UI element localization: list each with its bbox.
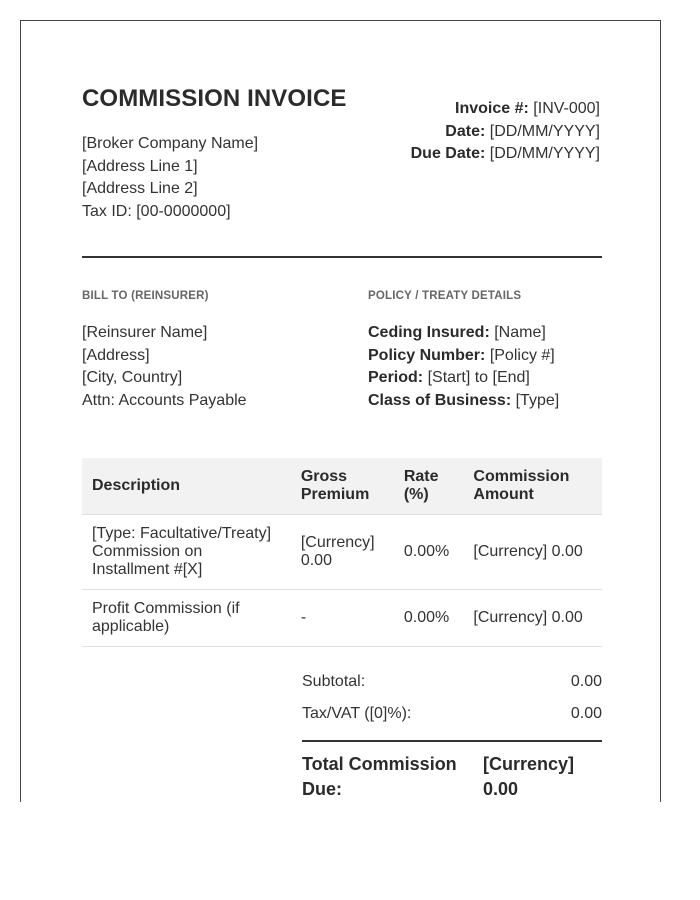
policy-number-value: [Policy #] <box>489 346 555 364</box>
ceding-insured-value: [Name] <box>494 324 546 341</box>
broker-address-line-1: [Address Line 1] <box>82 157 198 175</box>
table-row <box>82 590 602 647</box>
bill-to-block <box>82 322 247 412</box>
period-label: Period: <box>368 369 424 386</box>
row-commission-amount: [Currency] 0.00 <box>463 590 602 647</box>
subtotal-value: 0.00 <box>570 673 602 690</box>
invoice-page <box>20 20 661 802</box>
broker-tax-id: Tax ID: [00-0000000] <box>82 202 231 220</box>
period-row <box>368 367 559 390</box>
policy-details-block <box>368 322 559 412</box>
invoice-meta <box>411 98 600 166</box>
invoice-due-date-row <box>411 143 600 166</box>
tax-value: 0.00 <box>570 705 602 722</box>
invoice-number-row <box>411 98 600 121</box>
invoice-number-value: [INV-000] <box>533 100 600 117</box>
class-of-business-row <box>368 390 559 413</box>
ceding-insured-label: Ceding Insured: <box>368 324 490 341</box>
subtotal-label: Subtotal: <box>302 673 366 690</box>
subtotal-row <box>302 671 602 693</box>
bill-to-heading: BILL TO (REINSURER) <box>82 290 209 302</box>
invoice-date-row <box>411 121 600 144</box>
row-description: [Type: Facultative/Treaty] Commission on Installment #[X] <box>82 515 291 590</box>
ceding-insured-row <box>368 322 559 345</box>
tax-label: Tax/VAT ([0]%): <box>302 705 412 722</box>
broker-company-block <box>82 133 258 223</box>
table-header-row <box>82 458 602 515</box>
invoice-due-date-label: Due Date: <box>410 145 486 162</box>
invoice-due-date-value: [DD/MM/YYYY] <box>489 145 600 162</box>
row-rate: 0.00% <box>394 515 464 590</box>
row-description: Profit Commission (if applicable) <box>82 590 291 647</box>
column-header-commission-amount: Commission Amount <box>463 458 602 515</box>
reinsurer-name: [Reinsurer Name] <box>82 324 208 341</box>
total-commission-due-label: Total Commission Due: <box>302 754 457 799</box>
invoice-title: COMMISSION INVOICE <box>82 85 347 112</box>
policy-details-heading: POLICY / TREATY DETAILS <box>368 290 522 302</box>
row-gross-premium: - <box>291 590 394 647</box>
invoice-date-value: [DD/MM/YYYY] <box>489 122 600 140</box>
row-gross-premium: [Currency] 0.00 <box>291 515 394 590</box>
broker-company-name: [Broker Company Name] <box>82 135 259 152</box>
class-of-business-value: [Type] <box>515 391 560 409</box>
column-header-description: Description <box>82 458 291 515</box>
table-row <box>82 515 602 590</box>
reinsurer-address: [Address] <box>82 346 150 364</box>
class-of-business-label: Class of Business: <box>368 391 512 409</box>
header-divider <box>82 256 602 258</box>
period-value: [Start] to [End] <box>427 369 530 386</box>
column-header-rate: Rate (%) <box>394 458 464 515</box>
total-divider <box>302 740 602 742</box>
tax-row <box>302 703 602 725</box>
total-commission-due-value: [Currency] 0.00 <box>483 754 575 799</box>
broker-address-line-2: [Address Line 2] <box>82 180 198 197</box>
row-commission-amount: [Currency] 0.00 <box>463 515 602 590</box>
column-header-gross-premium: Gross Premium <box>291 458 394 515</box>
reinsurer-attention: Attn: Accounts Payable <box>82 391 247 409</box>
invoice-date-label: Date: <box>445 122 486 140</box>
invoice-number-label: Invoice #: <box>455 100 529 117</box>
row-rate: 0.00% <box>394 590 464 647</box>
reinsurer-city-country: [City, Country] <box>82 369 183 386</box>
commission-line-items-table <box>82 458 602 647</box>
policy-number-label: Policy Number: <box>368 346 486 364</box>
policy-number-row <box>368 345 559 368</box>
